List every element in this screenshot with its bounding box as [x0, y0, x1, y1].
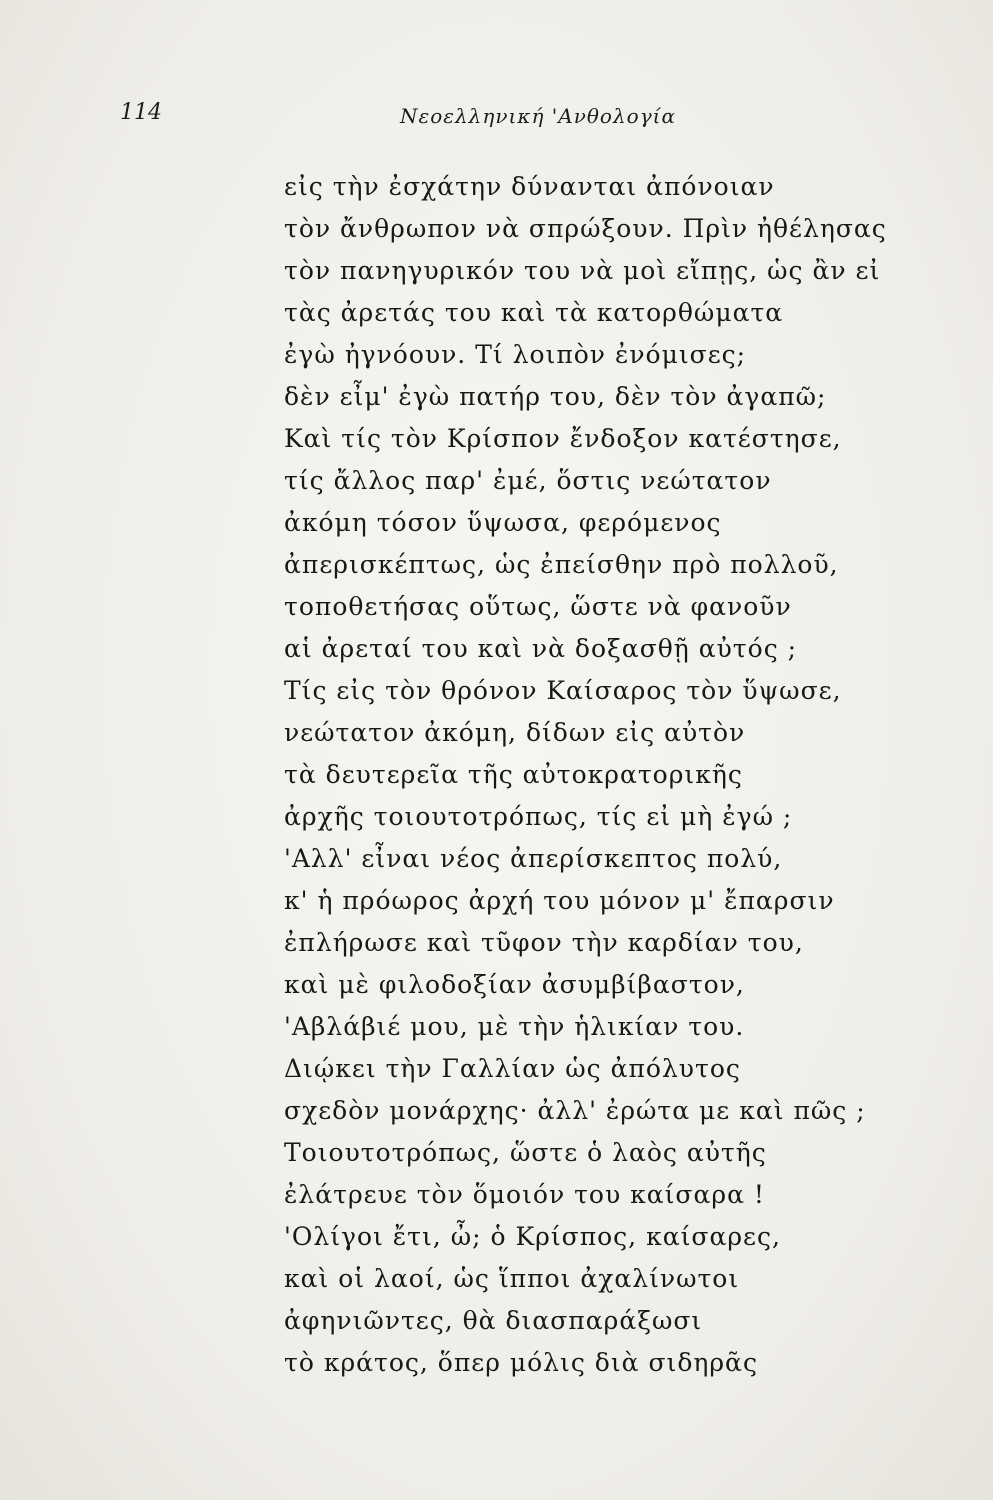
verse-line: Καὶ τίς τὸν Κρίσπον ἔνδοξον κατέστησε, [284, 424, 842, 453]
verse-line: ἐλάτρευε τὸν ὅμοιόν του καίσαρα ! [284, 1180, 765, 1209]
verse-line: τὸ κράτος, ὅπερ μόλις διὰ σιδηρᾶς [284, 1348, 758, 1377]
page-number: 114 [120, 100, 162, 125]
verse-line: ἐγὼ ἠγνόουν. Τί λοιπὸν ἐνόμισες; [284, 340, 747, 369]
verse-line: σχεδὸν μονάρχης· ἀλλ' ἐρώτα με καὶ πῶς ; [284, 1096, 866, 1125]
verse-line: νεώτατον ἀκόμη, δίδων εἰς αὐτὸν [284, 718, 746, 747]
verse-line: δὲν εἶμ' ἐγὼ πατήρ του, δὲν τὸν ἀγαπῶ; [284, 382, 827, 411]
verse-line: ἀρχῆς τοιουτοτρόπως, τίς εἰ μὴ ἐγώ ; [284, 802, 793, 831]
verse-line: Διῴκει τὴν Γαλλίαν ὡς ἀπόλυτος [284, 1054, 741, 1083]
verse-line: 'Αλλ' εἶναι νέος ἀπερίσκεπτος πολύ, [284, 844, 783, 873]
verse-line: ἀφηνιῶντες, θὰ διασπαράξωσι [284, 1306, 703, 1335]
verse-line: ἀκόμη τόσον ὕψωσα, φερόμενος [284, 508, 722, 537]
verse-line: καὶ οἱ λαοί, ὡς ἵπποι ἀχαλίνωτοι [284, 1264, 740, 1293]
verse-line: τοποθετήσας οὕτως, ὥστε νὰ φανοῦν [284, 592, 792, 621]
verse-line: ἀπερισκέπτως, ὡς ἐπείσθην πρὸ πολλοῦ, [284, 550, 839, 579]
verse-line: τὸν πανηγυρικόν του νὰ μοὶ εἴπῃς, ὡς ἂν εἰ [284, 256, 881, 285]
verse-line: τίς ἄλλος παρ' ἐμέ, ὅστις νεώτατον [284, 466, 772, 495]
verse-line: αἱ ἀρεταί του καὶ νὰ δοξασθῇ αὐτός ; [284, 634, 798, 663]
verse-line: τὸν ἄνθρωπον νὰ σπρώξουν. Πρὶν ἠθέλησας [284, 214, 887, 243]
verse-line: κ' ἡ πρόωρος ἀρχή του μόνον μ' ἔπαρσιν [284, 886, 835, 915]
verse-line: καὶ μὲ φιλοδοξίαν ἀσυμβίβαστον, [284, 970, 745, 999]
verse-line: τὰς ἀρετάς του καὶ τὰ κατορθώματα [284, 298, 784, 327]
running-title: Νεοελληνική 'Ανθολογία [400, 104, 676, 128]
verse-line: ἐπλήρωσε καὶ τῦφον τὴν καρδίαν του, [284, 928, 804, 957]
verse-line: 'Ολίγοι ἔτι, ὦ; ὁ Κρίσπος, καίσαρες, [284, 1222, 781, 1251]
verse-line: 'Αβλάβιέ μου, μὲ τὴν ἡλικίαν του. [284, 1012, 745, 1041]
verse-line: τὰ δευτερεῖα τῆς αὐτοκρατορικῆς [284, 760, 743, 789]
verse-line: εἰς τὴν ἐσχάτην δύνανται ἀπόνοιαν [284, 172, 775, 201]
verse-line: Τίς εἰς τὸν θρόνον Καίσαρος τὸν ὕψωσε, [284, 676, 842, 705]
verse-line: Τοιουτοτρόπως, ὥστε ὁ λαὸς αὐτῆς [284, 1138, 767, 1167]
